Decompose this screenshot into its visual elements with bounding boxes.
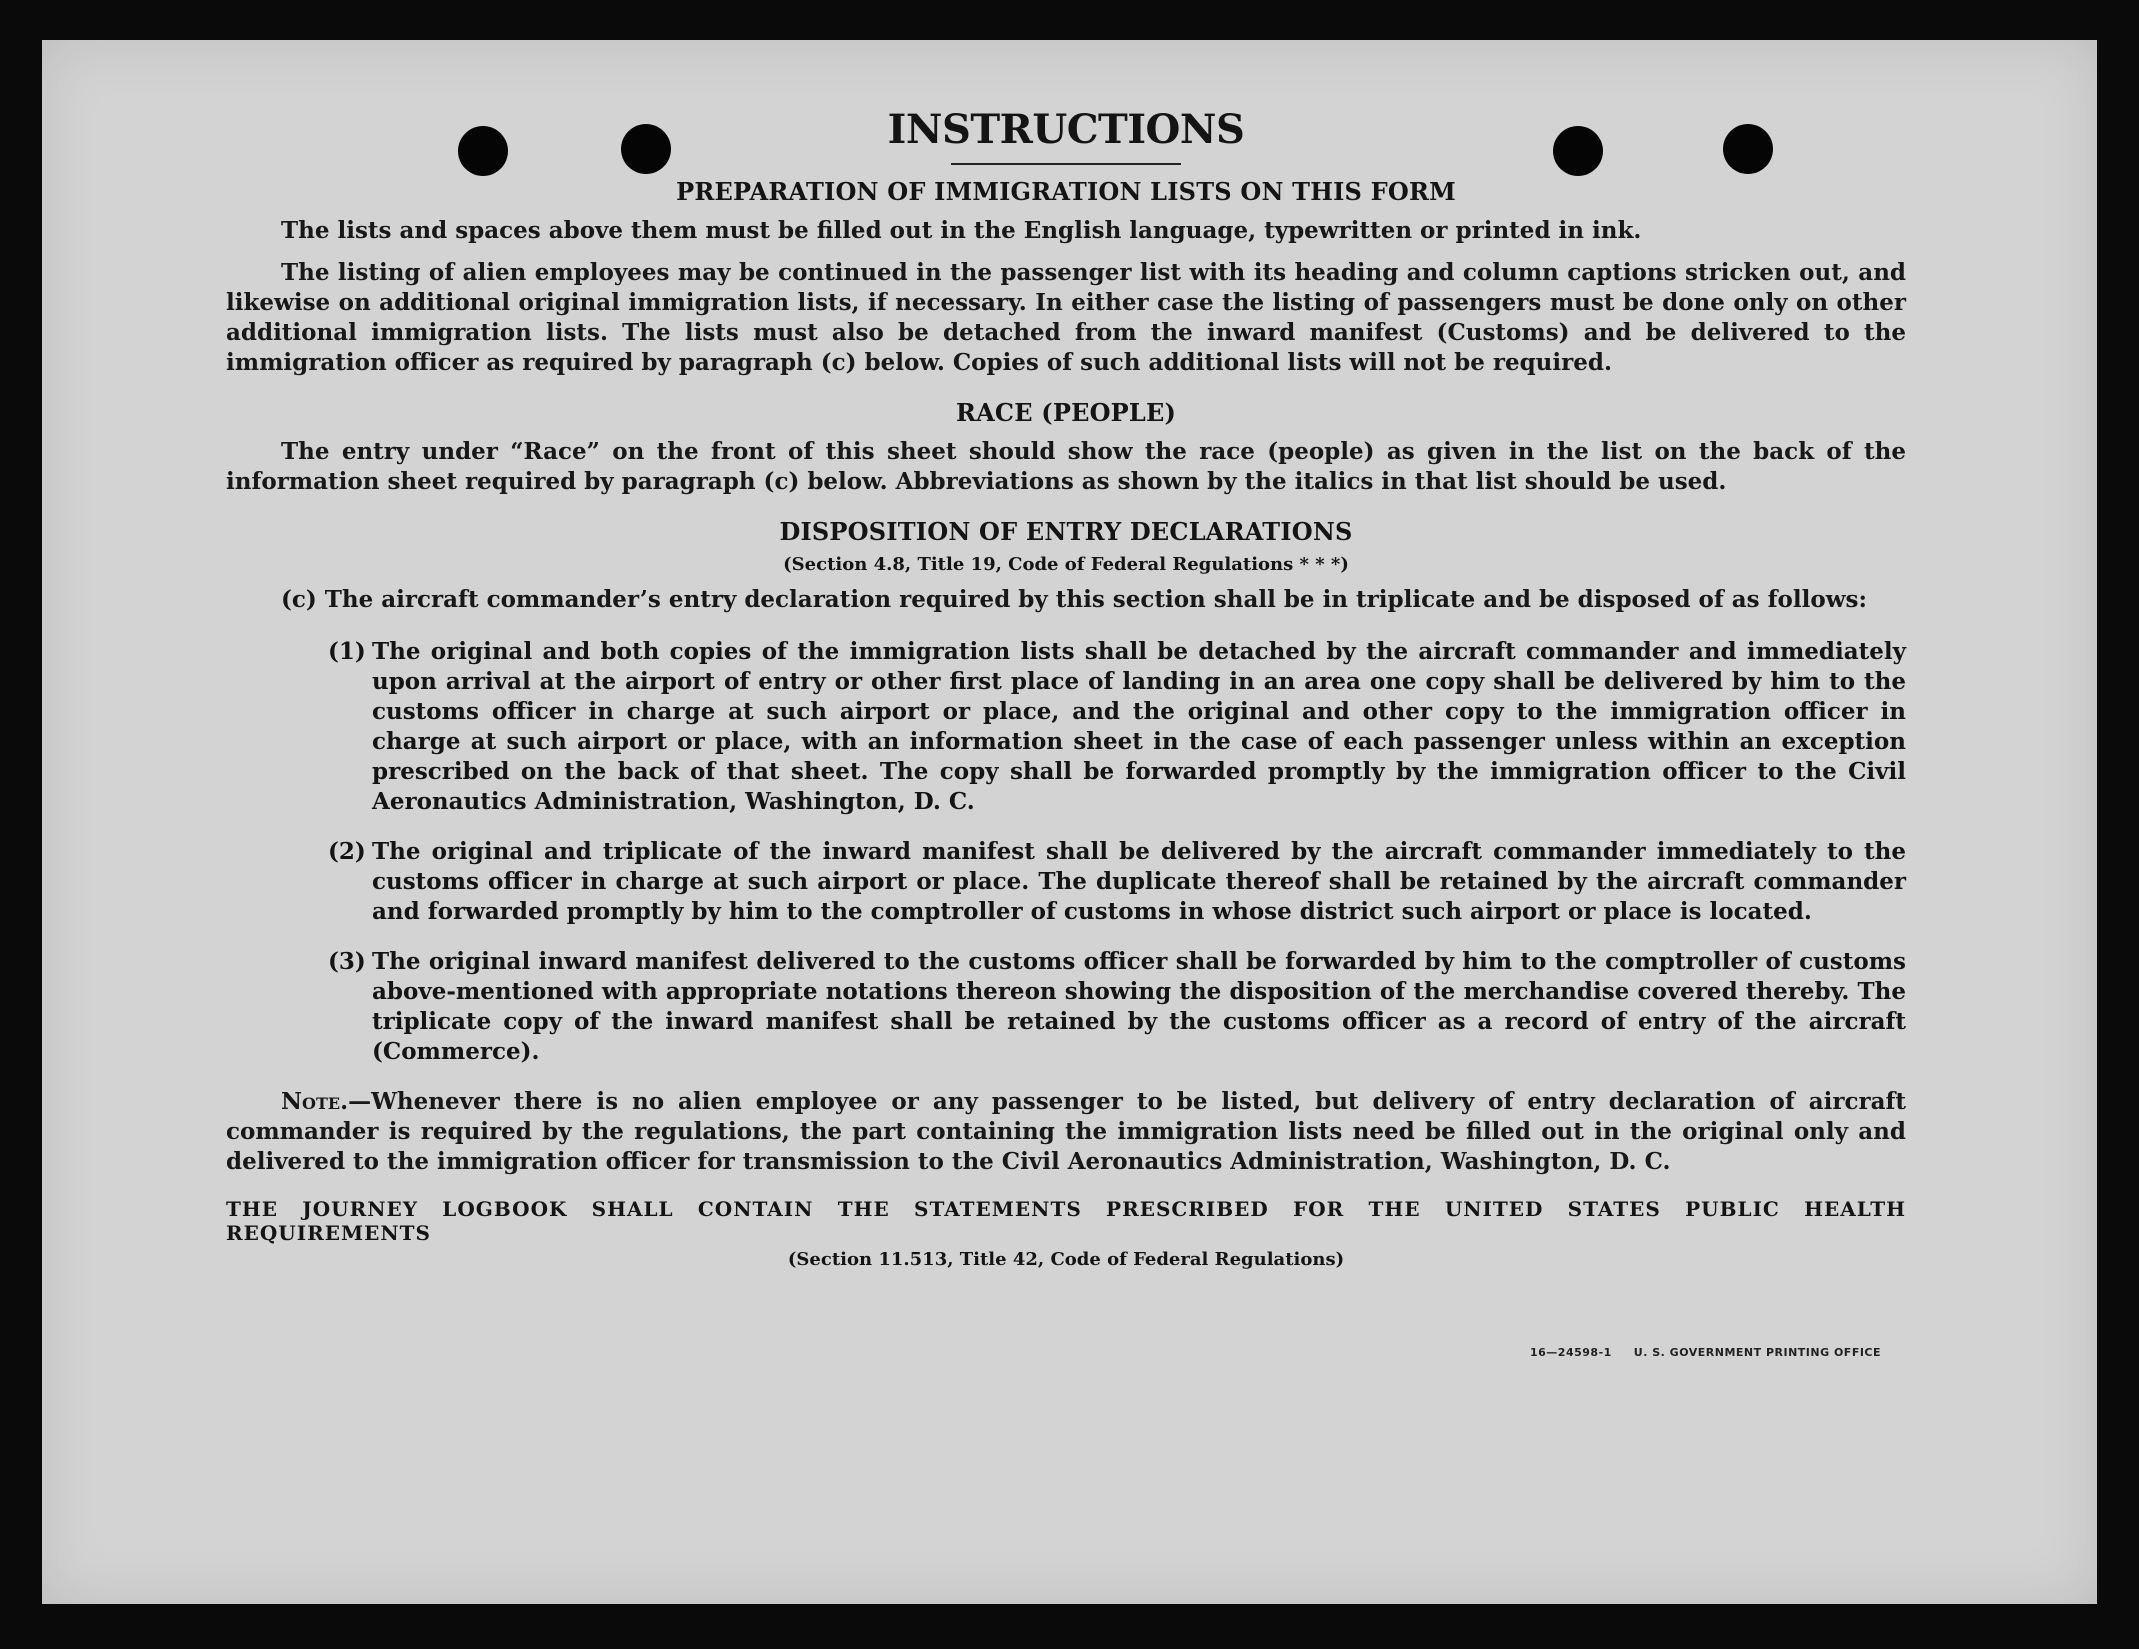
list-item-number: (2) [328, 838, 366, 865]
section-citation: (Section 4.8, Title 19, Code of Federal Regulations * * *) [783, 554, 1349, 575]
paragraph-label: (c) [281, 586, 317, 613]
section-heading-preparation: PREPARATION OF IMMIGRATION LISTS ON THIS FORM [676, 177, 1456, 206]
printer-name: U. S. GOVERNMENT PRINTING OFFICE [1633, 1346, 1882, 1359]
list-item [226, 837, 1906, 927]
page-title: INSTRUCTIONS [887, 106, 1245, 153]
list-item [226, 637, 1906, 817]
form-number: 16—24598-1 [1530, 1346, 1612, 1359]
list-item-text: The original inward manifest delivered to the customs officer shall be forwarded by him to the comptroller of customs above-mentioned with appropriate notations thereon showing the disposition of the merchandise covered thereby. The triplicate copy of the inward manifest shall be retained by the customs officer as a record of entry of the aircraft (Commerce). [372, 948, 1906, 1065]
section-heading-race: RACE (PEOPLE) [955, 398, 1177, 427]
paragraph-alien-employees: The listing of alien employees may be continued in the passenger list with its heading and column captions stricken out, and likewise on additional original immigration lists, if necessary. In either case the listing of passengers must be done only on other additional immigration lists. The lists must also be detached from the inward manifest (Customs) and be delivered to the immigration officer as required by paragraph (c) below. Copies of such additional lists will not be required. [226, 259, 1906, 376]
logbook-citation: (Section 11.513, Title 42, Code of Federal Regulations) [787, 1249, 1345, 1270]
list-item-number: (3) [328, 948, 366, 975]
title-rule [951, 163, 1181, 165]
paragraph-c-intro [226, 585, 1906, 615]
paragraph-race: The entry under “Race” on the front of this sheet should show the race (people) as given in the list on the back of the information sheet required by paragraph (c) below. Abbreviations as shown by the italics in that list should be used. [226, 438, 1906, 495]
paragraph-language: The lists and spaces above them must be filled out in the English language, typewritten or printed in ink. [281, 217, 1642, 244]
note-label: Note. [281, 1088, 349, 1115]
section-heading-disposition: DISPOSITION OF ENTRY DECLARATIONS [779, 517, 1353, 546]
instructions-body [226, 106, 1906, 1270]
note-paragraph [226, 1087, 1906, 1177]
list-item [226, 947, 1906, 1067]
note-text: —Whenever there is no alien employee or any passenger to be listed, but delivery of entry declaration of aircraft commander is required by the regulations, the part containing the immigration lists need be filled out in the original only and delivered to the immigration officer for transmission to the Civil Aeronautics Administration, Washington, D. C. [226, 1088, 1906, 1175]
logbook-statement: THE JOURNEY LOGBOOK SHALL CONTAIN THE STATEMENTS PRESCRIBED FOR THE UNITED STATES PUBLIC HEALTH REQUIREMENTS [226, 1197, 1906, 1245]
printer-imprint [1530, 1346, 1881, 1359]
list-item-text: The original and triplicate of the inward manifest shall be delivered by the aircraft commander immediately to the customs officer in charge at such airport or place. The duplicate thereof shall be retained by the aircraft commander and forwarded promptly by him to the comptroller of customs in whose district such airport or place is located. [372, 838, 1906, 925]
list-item-text: The original and both copies of the immigration lists shall be detached by the aircraft commander and immediately upon arrival at the airport of entry or other first place of landing in an area one copy shall be delivered by him to the customs officer in charge at such airport or place, and the original and other copy to the immigration officer in charge at such airport or place, with an information sheet in the case of each passenger unless within an exception prescribed on the back of that sheet. The copy shall be forwarded promptly by the immigration officer to the Civil Aeronautics Administration, Washington, D. C. [372, 638, 1906, 815]
list-item-number: (1) [328, 638, 366, 665]
paragraph-c-text: The aircraft commander’s entry declaration required by this section shall be in triplicate and be disposed of as follows: [324, 586, 1867, 613]
